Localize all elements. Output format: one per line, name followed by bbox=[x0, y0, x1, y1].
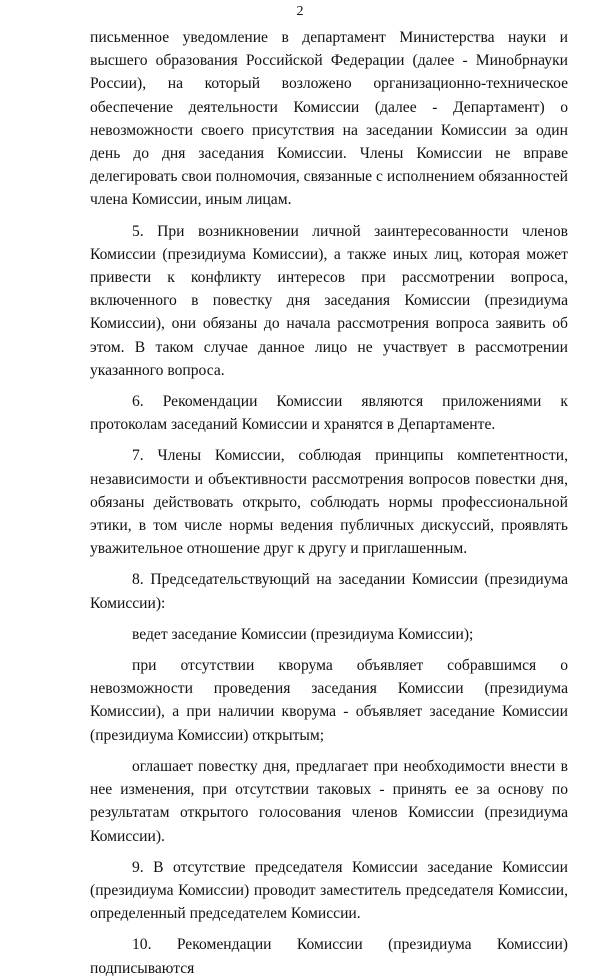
paragraph-item-8-sub-3: оглашает повестку дня, предлагает при необходимости внести в нее изменения, при отсутствии таковых - принять ее за основу по результатам открытого голосования членов Комиссии (президиума Комиссии). bbox=[90, 757, 568, 845]
paragraph-item-5: 5. При возникновении личной заинтересованности членов Комиссии (президиума Комиссии), а также иных лиц, которая может привести к конфликту интересов при рассмотрении вопроса, включенного в повестку дня заседания Комиссии (президиума Комиссии), они обязаны до начала рассмотрения вопроса заявить об этом. В таком случае данное лицо не участвует в рассмотрении указанного вопроса. bbox=[90, 222, 568, 379]
paragraph-item-6: 6. Рекомендации Комиссии являются приложениями к протоколам заседаний Комиссии и хранятся в Департаменте. bbox=[90, 393, 568, 434]
paragraph-continuation: письменное уведомление в департамент Министерства науки и высшего образования Российской Федерации (далее - Минобрнауки России), на который возложено организационно-техническое обеспечение деятельности Комиссии (далее - Департамент) о невозможности своего присутствия на заседании Комиссии за один день до дня заседания Комиссии. Члены Комиссии не вправе делегировать свои полномочия, связанные с исполнением обязанностей члена Комиссии, иным лицам. bbox=[90, 29, 568, 209]
paragraph-item-10: 10. Рекомендации Комиссии (президиума Комиссии) подписываются bbox=[90, 936, 568, 977]
paragraph-item-8: 8. Председательствующий на заседании Комиссии (президиума Комиссии): bbox=[90, 571, 568, 612]
paragraph-item-8-sub-1: ведет заседание Комиссии (президиума Комиссии); bbox=[132, 625, 474, 643]
paragraph-item-8-sub-2: при отсутствии кворума объявляет собравшимся о невозможности проведения заседания Комиссии (президиума Комиссии), а при наличии кворума - объявляет заседание Комиссии (президиума Комиссии) открытым; bbox=[90, 657, 568, 744]
page-number: 2 bbox=[296, 4, 304, 19]
paragraph-item-7: 7. Члены Комиссии, соблюдая принципы компетентности, независимости и объективности рассмотрения вопросов повестки дня, обязаны действовать открыто, соблюдать нормы профессиональной этики, в том числе нормы ведения публичных дискуссий, проявлять уважительное отношение друг к другу и приглашенным. bbox=[90, 447, 568, 558]
document-body bbox=[90, 26, 568, 980]
paragraph-item-9: 9. В отсутствие председателя Комиссии заседание Комиссии (президиума Комиссии) проводит заместитель председателя Комиссии, определенный председателем Комиссии. bbox=[90, 858, 568, 923]
